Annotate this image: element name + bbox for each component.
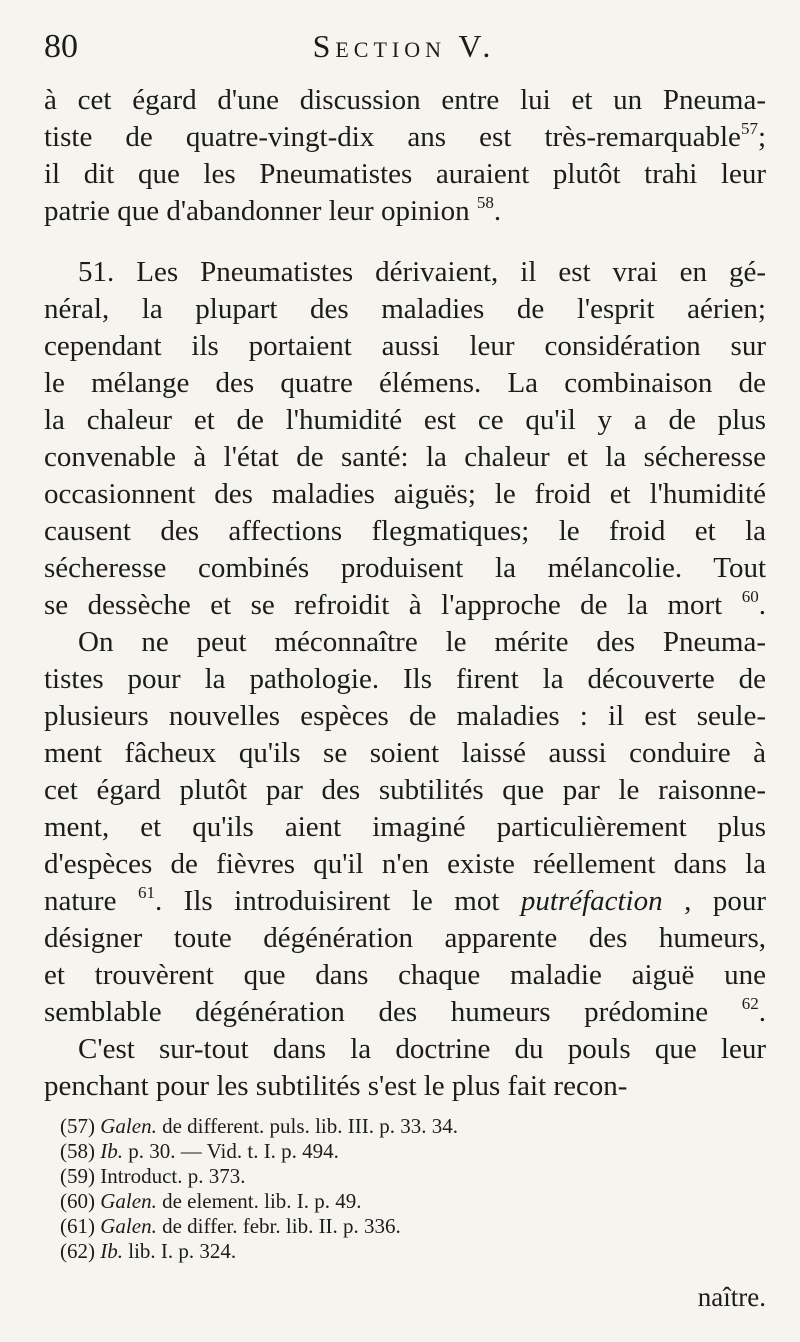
footnote-number: (62) — [60, 1239, 101, 1263]
text-line — [44, 476, 766, 513]
footnote-text: de differ. febr. lib. II. p. 336. — [156, 1214, 401, 1238]
text-run: . Ils introduisirent le mot — [154, 885, 521, 917]
text-run: 51. Les Pneumatistes dérivaient, il est vrai en gé- — [78, 256, 766, 288]
footnote-ref: 57 — [740, 119, 758, 138]
text-run: On ne peut méconnaître le mérite des Pneuma- — [78, 626, 766, 658]
text-run: ment fâcheux qu'ils se soient laissé aussi conduire à — [44, 737, 766, 769]
text-line — [44, 698, 766, 735]
footnote — [60, 1164, 660, 1189]
text-run: causent des affections flegmatiques; le froid et la — [44, 515, 766, 547]
footnote — [60, 1214, 660, 1239]
footnote-number: (58) — [60, 1139, 101, 1163]
footnote-author: Galen. — [100, 1214, 157, 1238]
text-line — [44, 254, 766, 291]
footnote-number: (61) — [60, 1214, 101, 1238]
text-line — [44, 193, 766, 230]
text-line — [44, 513, 766, 550]
footnote-number: (59) — [60, 1164, 101, 1188]
text-run: néral, la plupart des maladies de l'esprit aérien; — [44, 293, 766, 325]
text-run: le mélange des quatre élémens. La combinaison de — [44, 367, 766, 399]
text-run: penchant pour les subtilités s'est le plus fait recon- — [44, 1070, 628, 1102]
footnote-text: Introduct. p. 373. — [100, 1164, 246, 1188]
text-run: plusieurs nouvelles espèces de maladies : il est seule- — [44, 700, 766, 732]
text-line — [44, 1031, 766, 1068]
text-line — [44, 1068, 766, 1105]
text-line — [44, 809, 766, 846]
page-header — [44, 28, 764, 74]
text-run: . — [493, 195, 502, 227]
running-title: Section V. — [312, 28, 496, 64]
text-run: la chaleur et de l'humidité est ce qu'il y a de plus — [44, 404, 766, 436]
text-run: à cet égard d'une discussion entre lui et un Pneuma- — [44, 84, 766, 116]
text-line — [44, 920, 766, 957]
footnote-author: Galen. — [100, 1114, 157, 1138]
text-line — [44, 883, 766, 920]
text-run: sécheresse combinés produisent la mélancolie. Tout — [44, 552, 766, 584]
italic-term: putréfaction — [520, 885, 663, 917]
footnote-author: Ib. — [100, 1239, 123, 1263]
footnote-ref: 58 — [476, 193, 494, 212]
text-line — [44, 957, 766, 994]
text-run: , pour — [662, 885, 766, 917]
text-run: . — [758, 589, 766, 621]
footnote-text: de different. puls. lib. III. p. 33. 34. — [156, 1114, 458, 1138]
footnote — [60, 1114, 660, 1139]
text-line — [44, 439, 766, 476]
text-line — [44, 994, 766, 1031]
text-run: C'est sur-tout dans la doctrine du pouls que leur — [78, 1033, 766, 1065]
paragraph-gap — [44, 230, 766, 254]
text-line — [44, 119, 766, 156]
text-line — [44, 402, 766, 439]
text-line — [44, 661, 766, 698]
text-run: tistes pour la pathologie. Ils firent la découverte de — [44, 663, 766, 695]
text-line — [44, 82, 766, 119]
footnotes — [60, 1114, 660, 1264]
footnote-ref: 60 — [741, 587, 759, 606]
footnote-author: Ib. — [100, 1139, 123, 1163]
text-line — [44, 550, 766, 587]
text-run: cependant ils portaient aussi leur considération sur — [44, 330, 766, 362]
footnote-text: p. 30. — Vid. t. I. p. 494. — [123, 1139, 339, 1163]
text-run: semblable dégénération des humeurs prédomine — [44, 996, 742, 1028]
footnote-author: Galen. — [100, 1189, 157, 1213]
text-line — [44, 291, 766, 328]
footnote — [60, 1189, 660, 1214]
footnote-number: (57) — [60, 1114, 101, 1138]
text-run: il dit que les Pneumatistes auraient plutôt trahi leur — [44, 158, 766, 190]
text-line — [44, 772, 766, 809]
body-text — [44, 82, 766, 1105]
text-run: patrie que d'abandonner leur opinion — [44, 195, 477, 227]
footnote — [60, 1139, 660, 1164]
footnote-number: (60) — [60, 1189, 101, 1213]
text-line — [44, 156, 766, 193]
footnote-text: de element. lib. I. p. 49. — [156, 1189, 362, 1213]
page-number: 80 — [44, 28, 78, 65]
footnote — [60, 1239, 660, 1264]
text-line — [44, 846, 766, 883]
text-run: . — [758, 996, 766, 1028]
footnote-text: lib. I. p. 324. — [123, 1239, 237, 1263]
text-run: se dessèche et se refroidit à l'approche de la mort — [44, 589, 742, 621]
footnote-ref: 62 — [741, 994, 759, 1013]
text-run: d'espèces de fièvres qu'il n'en existe réellement dans la — [44, 848, 766, 880]
text-run: cet égard plutôt par des subtilités que par le raisonne- — [44, 774, 766, 806]
text-line — [44, 587, 766, 624]
text-run: désigner toute dégénération apparente des humeurs, — [44, 922, 766, 954]
text-run: ment, et qu'ils aient imaginé particulièrement plus — [44, 811, 766, 843]
text-run: nature — [44, 885, 138, 917]
text-run: et trouvèrent que dans chaque maladie aiguë une — [44, 959, 766, 991]
text-run: ; — [757, 121, 766, 153]
text-run: tiste de quatre-vingt-dix ans est très-remarquable — [44, 121, 741, 153]
text-line — [44, 365, 766, 402]
catchword: naître. — [697, 1282, 766, 1312]
footnote-ref: 61 — [137, 883, 155, 902]
text-run: occasionnent des maladies aiguës; le froid et l'humidité — [44, 478, 766, 510]
text-run: convenable à l'état de santé: la chaleur et la sécheresse — [44, 441, 766, 473]
text-line — [44, 328, 766, 365]
text-line — [44, 735, 766, 772]
text-line — [44, 624, 766, 661]
